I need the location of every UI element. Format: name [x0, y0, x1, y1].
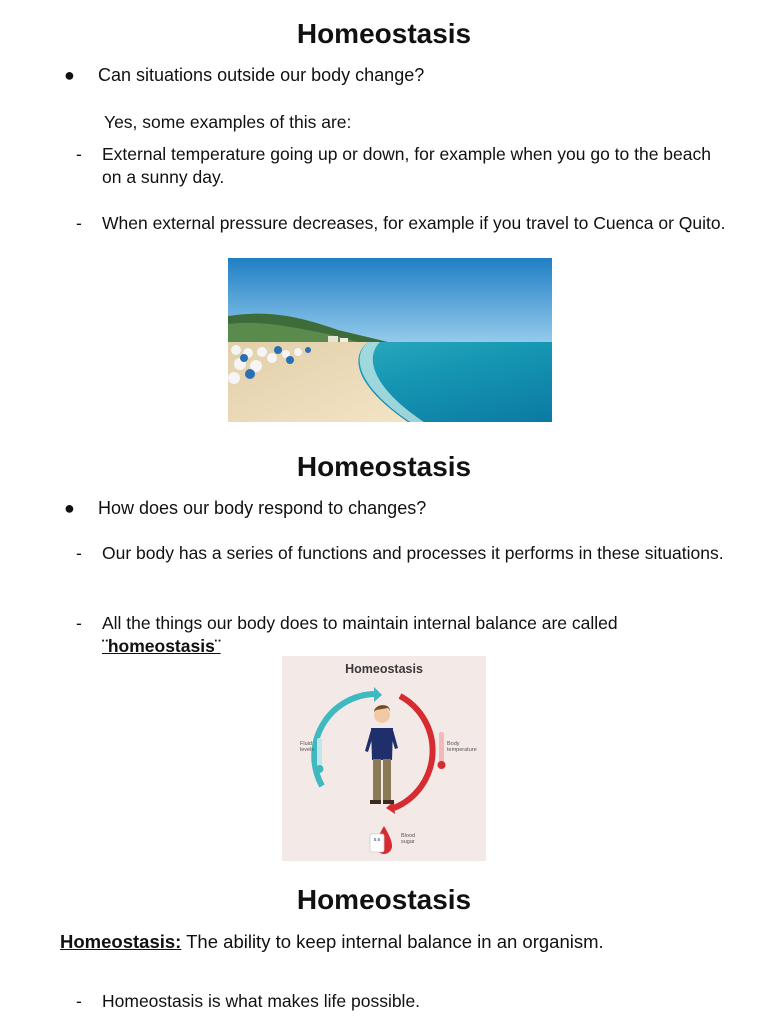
dash-icon: -: [76, 144, 82, 164]
section3-definition: [60, 930, 604, 954]
label-line: Body: [447, 741, 460, 747]
teal-arrowhead-icon: [374, 687, 382, 702]
label-line: Blood: [401, 833, 416, 839]
label-line: sugar: [401, 839, 415, 845]
section1-question: Can situations outside our body change?: [98, 65, 425, 85]
section3-item-1: [76, 990, 726, 1013]
dash-icon: -: [76, 543, 82, 563]
section2-item-2-text: All the things our body does to maintain internal balance are called: [102, 613, 618, 633]
homeostasis-term: ¨homeostasis¨: [102, 636, 221, 656]
diagram-label-fluid: [300, 741, 314, 753]
diagram-title: Homeostasis: [345, 662, 423, 676]
dash-icon: -: [76, 991, 82, 1011]
section2-item-text: [102, 612, 726, 658]
section1-title: Homeostasis: [296, 18, 472, 49]
homeostasis-diagram: [282, 656, 486, 861]
beach-image: [228, 258, 552, 422]
definition-text: The ability to keep internal balance in an organism.: [181, 931, 604, 952]
teal-arc: [314, 694, 374, 786]
section1-item-2: [76, 212, 726, 235]
section2-bullet: [64, 496, 426, 520]
section2-item-1: [76, 542, 726, 565]
bullet-icon: ●: [64, 498, 75, 518]
section1-item-text: When external pressure decreases, for example if you travel to Cuenca or Quito.: [102, 213, 726, 233]
red-thermometer: [439, 732, 444, 764]
diagram-label-blood-sugar: [401, 833, 415, 845]
dash-icon: -: [76, 613, 82, 633]
person-figure: [365, 705, 398, 804]
beach-photo: [228, 258, 552, 422]
section3-item-text: Homeostasis is what makes life possible.: [102, 991, 421, 1011]
teal-thermometer: [317, 738, 322, 768]
section1-item-1: [76, 143, 726, 189]
label-line: Fluid: [300, 741, 312, 747]
section2-item-2: [76, 612, 726, 658]
section1-item-text: External temperature going up or down, for example when you go to the beach on a sunny day.: [102, 144, 711, 187]
section3-title: Homeostasis: [296, 884, 472, 915]
label-line: temperature: [447, 747, 477, 753]
section1-bullet: [64, 63, 424, 87]
dash-icon: -: [76, 213, 82, 233]
label-line: levels: [300, 747, 315, 753]
red-arc: [394, 696, 433, 808]
section1-intro: Yes, some examples of this are:: [104, 112, 352, 132]
section2-title: Homeostasis: [296, 451, 472, 482]
bullet-icon: ●: [64, 65, 75, 85]
meter-reading: 5.6: [373, 837, 381, 842]
section2-question: How does our body respond to changes?: [98, 498, 427, 518]
diagram-label-body-temp: [447, 741, 477, 753]
homeostasis-cycle-svg: [282, 656, 486, 861]
definition-term: Homeostasis:: [60, 931, 182, 952]
section2-item-text: Our body has a series of functions and processes it performs in these situations.: [102, 543, 724, 563]
